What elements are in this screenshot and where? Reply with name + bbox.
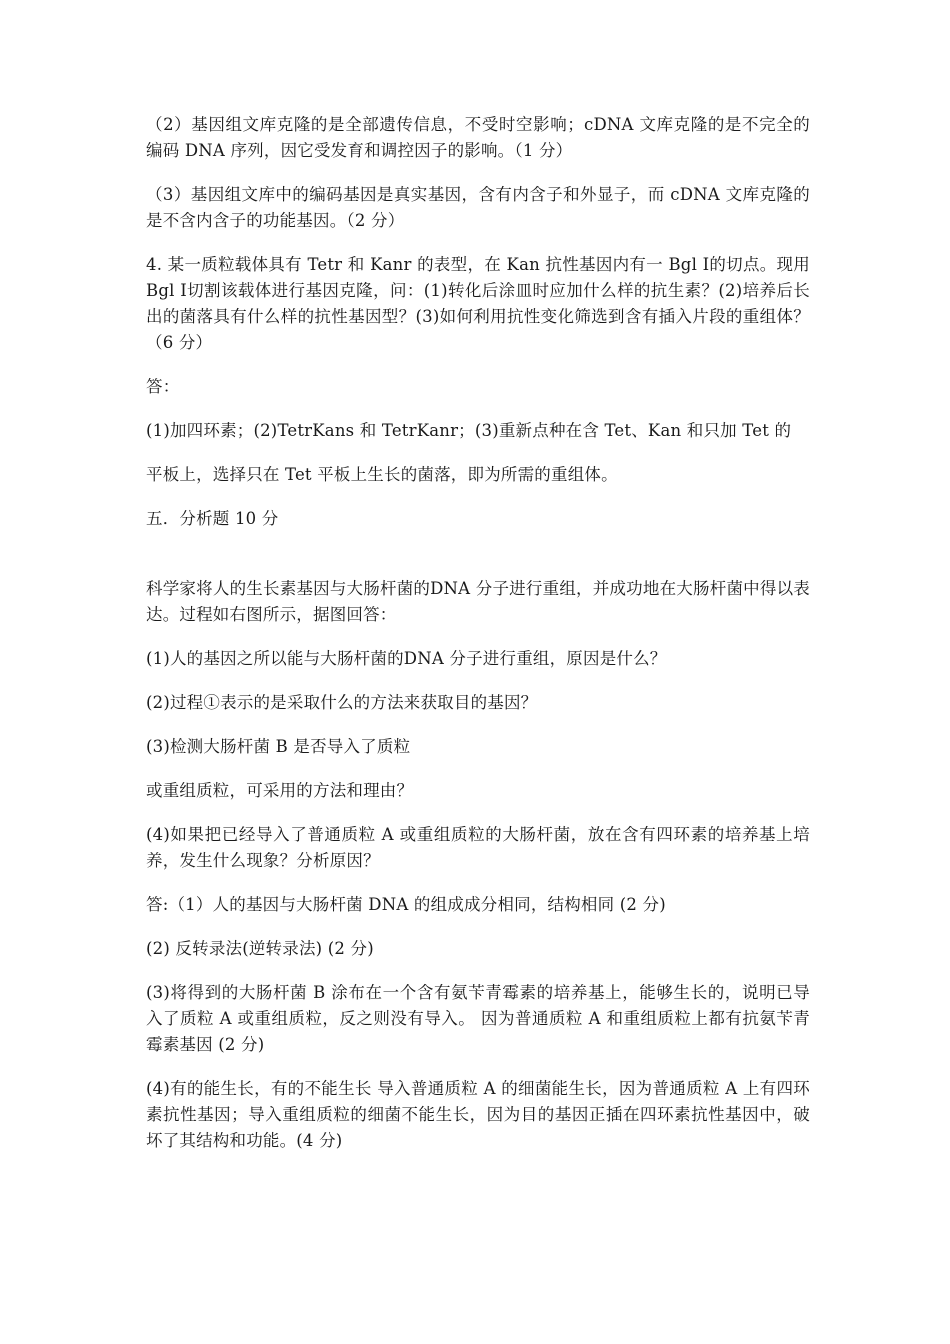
- section-5-heading: 五．分析题 10 分: [146, 509, 279, 528]
- answer-label: 答：: [146, 377, 180, 396]
- answer-4-part-2: 平板上，选择只在 Tet 平板上生长的菌落，即为所需的重组体。: [146, 465, 618, 484]
- analysis-answer-3: (3)将得到的大肠杆菌 B 涂布在一个含有氨苄青霉素的培养基上，能够生长的，说明已导入了质粒 A 或重组质粒，反之则没有导入。 因为普通质粒 A 和重组质粒上都有抗氨苄青霉素基因 (2 分): [146, 983, 810, 1054]
- analysis-question-3-line-2: 或重组质粒，可采用的方法和理由？: [146, 781, 414, 800]
- document-page: [146, 112, 816, 1172]
- analysis-question-2: (2)过程①表示的是采取什么的方法来获取目的基因？: [146, 693, 538, 712]
- analysis-question-intro: 科学家将人的生长素基因与大肠杆菌的DNA 分子进行重组，并成功地在大肠杆菌中得以表达。过程如右图所示，据图回答：: [146, 579, 810, 624]
- answer-3-coding-genes: （3）基因组文库中的编码基因是真实基因，含有内含子和外显子，而 cDNA 文库克隆的是不含内含子的功能基因。（2 分）: [146, 185, 810, 230]
- analysis-question-3-line-1: (3)检测大肠杆菌 B 是否导入了质粒: [146, 737, 411, 756]
- analysis-answer-4: (4)有的能生长，有的不能生长 导入普通质粒 A 的细菌能生长，因为普通质粒 A 上有四环素抗性基因；导入重组质粒的细菌不能生长，因为目的基因正插在四环素抗性基因中，破坏了其结构和功能。(4 分): [146, 1079, 810, 1150]
- question-4-plasmid-vector: 4. 某一质粒载体具有 Tetr 和 Kanr 的表型，在 Kan 抗性基因内有一 Bgl Ⅰ的切点。现用 Bgl Ⅰ切割该载体进行基因克隆，问：(1)转化后涂皿时应加什么样的抗生素？(2)培养后长出的菌落具有什么样的抗性基因型？(3)如何利用抗性变化筛选到含有插入片段的重组体？（6 分）: [146, 255, 816, 352]
- answer-4-part-1: (1)加四环素；(2)TetrKans 和 TetrKanr；(3)重新点种在含 Tet、Kan 和只加 Tet 的: [146, 421, 792, 440]
- analysis-question-4: (4)如果把已经导入了普通质粒 A 或重组质粒的大肠杆菌，放在含有四环素的培养基上培养，发生什么现象？分析原因？: [146, 825, 810, 870]
- answer-2-genomic-vs-cdna: （2）基因组文库克隆的是全部遗传信息，不受时空影响；cDNA 文库克隆的是不完全的编码 DNA 序列，因它受发育和调控因子的影响。（1 分）: [146, 115, 810, 160]
- analysis-question-1: (1)人的基因之所以能与大肠杆菌的DNA 分子进行重组，原因是什么？: [146, 649, 667, 668]
- analysis-answer-2: (2) 反转录法(逆转录法) (2 分): [146, 939, 374, 958]
- analysis-answer-1: 答:（1）人的基因与大肠杆菌 DNA 的组成成分相同，结构相同 (2 分): [146, 895, 666, 914]
